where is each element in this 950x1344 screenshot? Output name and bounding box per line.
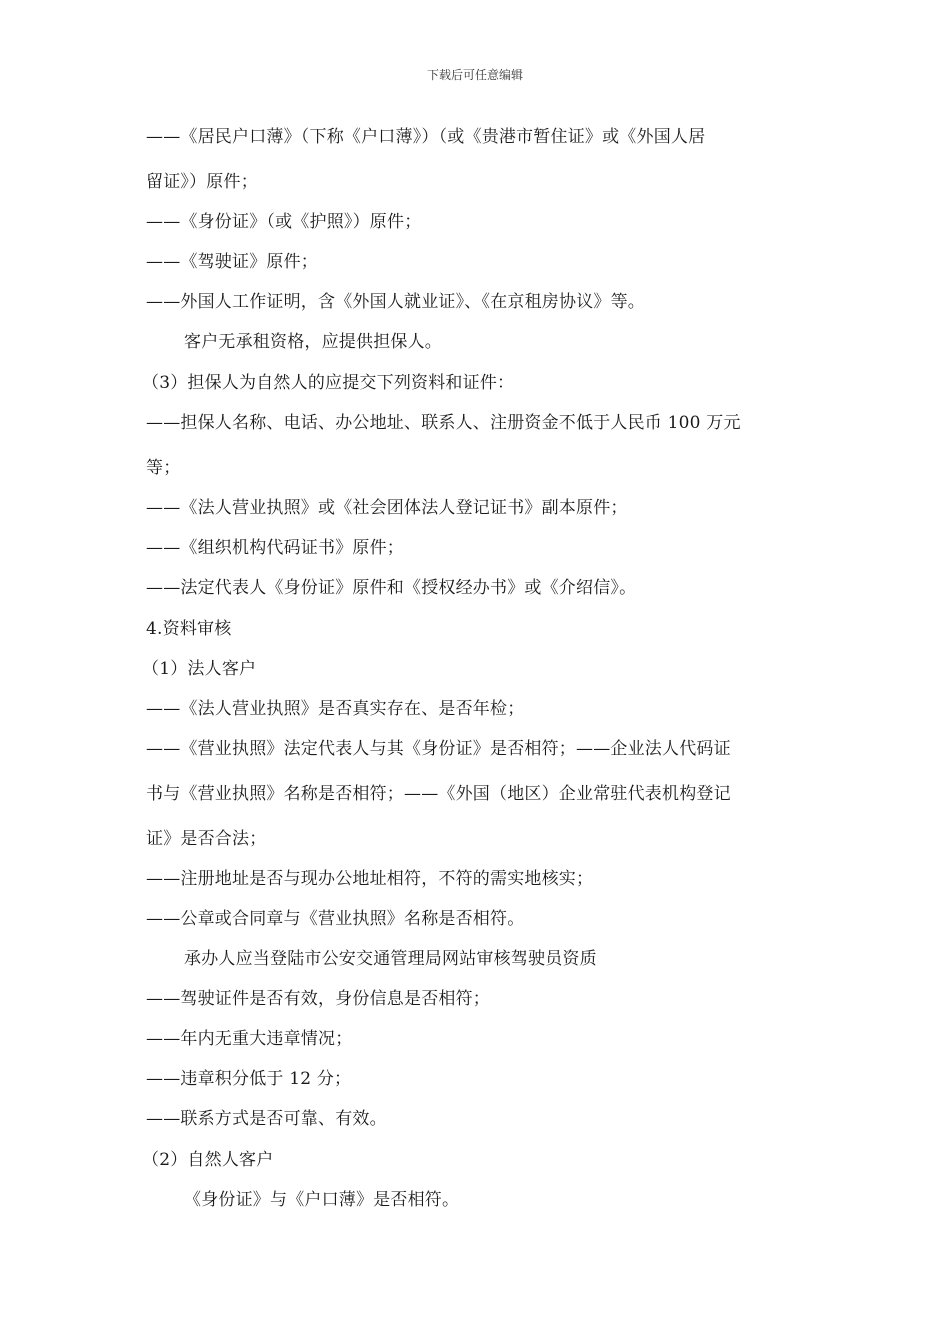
text-line: ——《法人营业执照》是否真实存在、是否年检；: [146, 699, 525, 719]
text-line: ——联系方式是否可靠、有效。: [146, 1109, 387, 1129]
text-line: ——《组织机构代码证书》原件；: [146, 538, 404, 558]
text-line: 书与《营业执照》名称是否相符；——《外国（地区）企业常驻代表机构登记: [146, 784, 731, 804]
text-line: ——注册地址是否与现办公地址相符，不符的需实地核实；: [146, 869, 594, 889]
page-header: 下载后可任意编辑: [426, 68, 523, 82]
text-line: ——《法人营业执照》或《社会团体法人登记证书》副本原件；: [146, 498, 628, 518]
text-line: 证》是否合法；: [146, 829, 267, 849]
text-line: ——驾驶证件是否有效，身份信息是否相符；: [146, 989, 490, 1009]
section-heading: （1）法人客户: [142, 659, 257, 679]
text-line: ——公章或合同章与《营业执照》名称是否相符。: [146, 909, 525, 929]
section-heading: （2）自然人客户: [142, 1150, 274, 1170]
text-line: 留证》）原件；: [146, 172, 258, 192]
section-heading: （3）担保人为自然人的应提交下列资料和证件：: [142, 373, 515, 393]
text-line: ——法定代表人《身份证》原件和《授权经办书》或《介绍信》。: [146, 578, 637, 598]
text-line: ——《身份证》（或《护照》）原件；: [146, 212, 422, 232]
text-line: ——担保人名称、电话、办公地址、联系人、注册资金不低于人民币 100 万元: [146, 413, 741, 433]
text-line: 等；: [146, 458, 181, 478]
text-line: ——违章积分低于 12 分；: [146, 1069, 352, 1089]
section-heading: 4.资料审核: [146, 619, 232, 639]
text-line: 客户无承租资格，应提供担保人。: [184, 332, 442, 352]
text-line: 《身份证》与《户口薄》是否相符。: [184, 1190, 460, 1210]
text-line: ——《居民户口薄》（下称《户口薄》）（或《贵港市暂住证》或《外国人居: [146, 127, 706, 147]
text-line: ——《驾驶证》原件；: [146, 252, 318, 272]
text-line: ——《营业执照》法定代表人与其《身份证》是否相符；——企业法人代码证: [146, 739, 731, 759]
text-line: 承办人应当登陆市公安交通管理局网站审核驾驶员资质: [184, 949, 597, 969]
text-line: ——外国人工作证明，含《外国人就业证》、《在京租房协议》等。: [146, 292, 645, 312]
text-line: ——年内无重大违章情况；: [146, 1029, 353, 1049]
